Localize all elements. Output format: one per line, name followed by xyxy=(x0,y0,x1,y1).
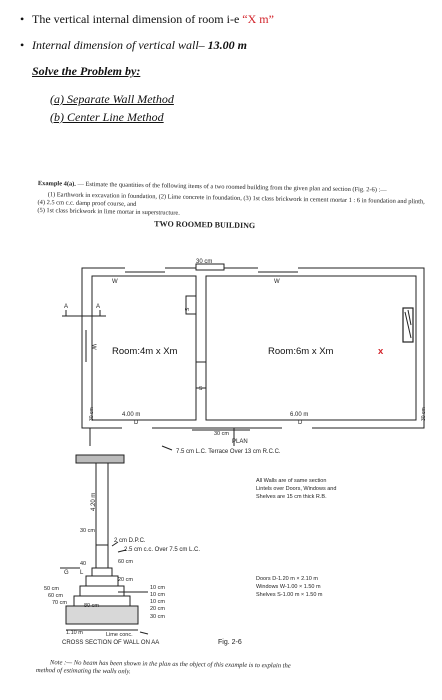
bullet-vertical-wall xyxy=(20,38,247,53)
section-plinth xyxy=(92,568,112,576)
plan-dim-right: 6.00 m xyxy=(290,412,309,418)
plan-room-right: Room:6m x Xm xyxy=(268,346,334,357)
plan-room-left: Room:4m x Xm xyxy=(112,346,178,357)
note-shelves: Shelves S-1.00 m × 1.50 m xyxy=(256,592,323,598)
section-l: L xyxy=(80,570,84,576)
section-height: 4.20 m xyxy=(91,492,97,511)
section-step-1 xyxy=(86,576,118,586)
section-w60: 60 cm xyxy=(118,559,133,565)
plan-dim-right-wall: 30 cm xyxy=(421,407,427,421)
example-intro: — Estimate the quantities of the following items of a two roomed building from the given plan and section (Fig. 2-6) :— xyxy=(77,180,387,194)
plan-label-d-left: D xyxy=(134,420,139,426)
plan-label-s: S xyxy=(185,307,191,311)
bullet-2-value: 13.00 m xyxy=(207,38,247,52)
solve-heading: Solve the Problem by: xyxy=(32,64,141,78)
bullet-dot-icon: • xyxy=(20,38,25,52)
bullet-1-text: The vertical internal dimension of room i-e xyxy=(32,12,240,26)
bullet-internal-dimension xyxy=(20,12,274,27)
plan-label-w-right: W xyxy=(274,279,280,285)
note-walls-2: Lintels over Doors, Windows and xyxy=(256,486,337,492)
section-w20: 20 cm xyxy=(118,577,133,583)
plan-room-right-mark: x xyxy=(378,346,384,357)
section-caption: CROSS SECTION OF WALL ON AA xyxy=(62,640,160,646)
section-step-left-1: 50 cm xyxy=(44,586,59,592)
plan-dim-left-wall: 30 cm xyxy=(89,407,95,421)
section-step-right-1: 10 cm xyxy=(150,585,165,591)
section-dpc: 2 cm D.P.C. xyxy=(114,538,146,544)
note-doors: Doors D-1.20 m × 2.10 m xyxy=(256,576,318,582)
bullet-1-highlight: “X m” xyxy=(242,12,274,26)
plan-dim-top: 30 cm xyxy=(196,259,213,265)
plan-label-s-2: S xyxy=(199,386,203,392)
section-lime-conc: Lime conc. xyxy=(106,632,133,638)
plan-label-a-2: A xyxy=(96,304,101,310)
example-items-1: (1) Earthwork in excavation in foundation, (2) Lime concrete in foundation, (3) 1st class brickwork in cement mortar 1 : 6 in foundation and plinth, (4) 2.5 cm c.c. damp proof course, and xyxy=(37,191,425,208)
section-step-left-3: 70 cm xyxy=(52,600,67,606)
section-lime-concrete xyxy=(66,606,138,624)
section-terrace xyxy=(76,455,124,463)
section-step-right-3: 10 cm xyxy=(150,599,165,605)
building-title: TWO ROOMED BUILDING xyxy=(154,219,256,231)
method-a: (a) Separate Wall Method xyxy=(50,92,174,106)
section-w40: 40 xyxy=(80,561,87,567)
plan-label-w-left: W xyxy=(112,279,118,285)
example-items-2: (5) 1st class brickwork in lime mortar in superstructure. xyxy=(37,206,180,217)
section-step-right-5: 30 cm xyxy=(150,614,165,620)
section-w80: 80 cm xyxy=(84,603,99,609)
note-walls-3: Shelves are 15 cm thick R.B. xyxy=(256,494,327,500)
section-g: G xyxy=(64,570,69,576)
footer-note-1: Note :— No beam has been shown in the plan as the object of this example is to explain the xyxy=(49,659,291,670)
section-step-3 xyxy=(74,596,130,606)
drawing-canvas xyxy=(0,250,442,700)
example-title: Example 4(a). xyxy=(37,180,76,188)
plan-drawing xyxy=(62,264,424,450)
bullet-2-label: Internal dimension of vertical wall– xyxy=(32,38,205,52)
section-bottom-width: 1.10 m xyxy=(66,630,83,636)
method-b: (b) Center Line Method xyxy=(50,110,164,124)
section-step-right-4: 20 cm xyxy=(150,606,165,612)
plan-label-w-side: W xyxy=(90,344,96,350)
section-drawing xyxy=(60,455,148,634)
section-step-2 xyxy=(80,586,124,596)
section-step-left-2: 60 cm xyxy=(48,593,63,599)
note-windows: Windows W-1.00 × 1.50 m xyxy=(256,584,321,590)
example-block xyxy=(37,180,433,234)
figure-label: Fig. 2-6 xyxy=(218,639,242,646)
plan-label-d-right: D xyxy=(298,420,303,426)
plan-terrace-note: 7.5 cm L.C. Terrace Over 13 cm R.C.C. xyxy=(176,449,281,455)
plan-dim-left: 4.00 m xyxy=(122,412,141,418)
footer-note-2: method of estimating the walls only. xyxy=(35,666,131,676)
section-left-dim: 30 cm xyxy=(80,528,95,534)
section-wall xyxy=(96,463,108,545)
note-walls-1: All Walls are of same section xyxy=(256,478,327,484)
section-cc: 2.5 cm c.c. Over 7.5 cm L.C. xyxy=(124,547,201,553)
plan-label-a-1: A xyxy=(64,304,69,310)
section-step-right-2: 10 cm xyxy=(150,592,165,598)
plan-caption: PLAN xyxy=(232,439,248,445)
plan-dim-mid: 30 cm xyxy=(214,431,229,437)
bullet-dot-icon: • xyxy=(20,12,25,26)
